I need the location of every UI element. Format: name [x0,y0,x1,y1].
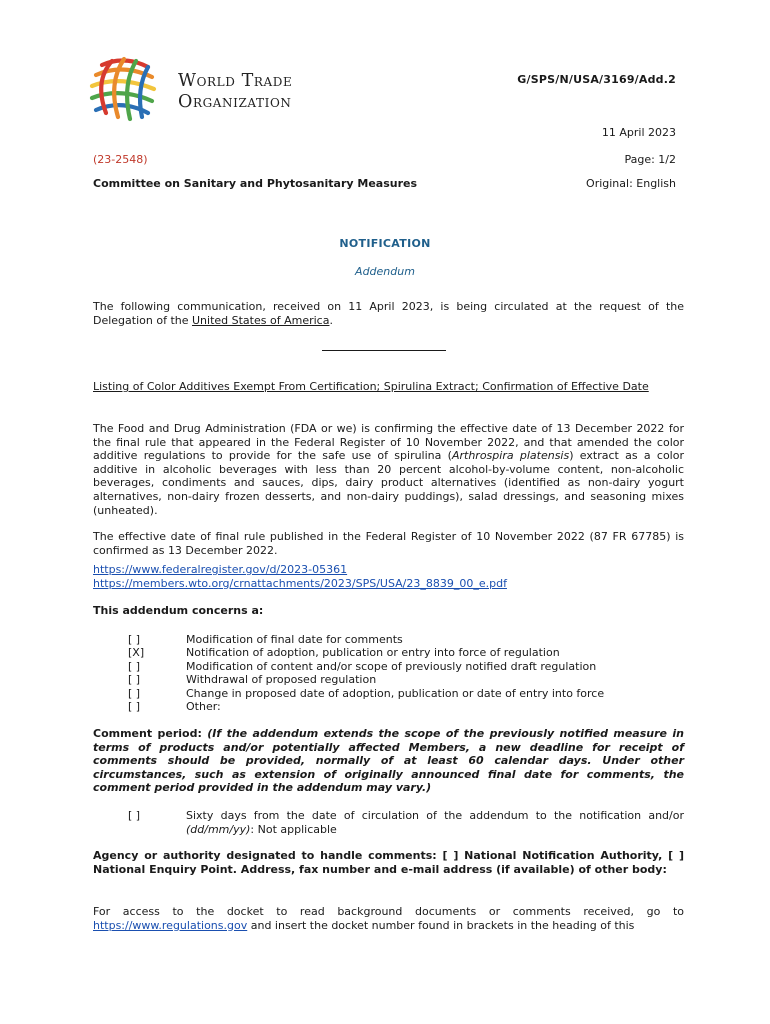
list-item [128,700,604,713]
page-number: Page: 1/2 [624,153,676,166]
reference-number: (23-2548) [93,153,148,166]
checkbox: [ ] [128,686,141,700]
list-item [128,660,604,673]
comment-period-label: Comment period: [93,727,208,740]
list-item [128,673,604,686]
organization-name [178,71,292,113]
item-label: Change in proposed date of adoption, publication or date of entry into force [186,686,605,700]
agency-paragraph: Agency or authority designated to handle comments: [ ] National Notification Authority, [ ] National Enquiry Point. Address, fax number and e-mail address (if available) of other body: [93,849,684,876]
original-language: Original: English [586,177,676,190]
comment-period-text: (If the addendum extends the scope of the previously notified measure in terms of products and/or potentially affected Members, a new deadline for receipt of comments should be provided, normally of at least 60 calendar days. Under other circumstances, such as extension of originally announced final date for comments, the comment period provided in the addendum may vary.) [93,727,684,794]
wto-attachment-link[interactable]: https://members.wto.org/crnattachments/2023/SPS/USA/23_8839_00_e.pdf [93,576,507,590]
addendum-subheading: Addendum [355,265,415,278]
org-name-line1: World Trade [178,71,293,91]
notification-heading: NOTIFICATION [339,237,431,250]
wto-logo-icon [84,55,174,130]
checkbox: [ ] [128,633,141,646]
document-symbol: G/SPS/N/USA/3169/Add.2 [517,73,676,86]
sixty-days-option [128,809,684,836]
description-text: The Food and Drug Administration (FDA or we) is confirming the effective date of 13 December 2022 for the final rule that appeared in the Federal Register of 10 November 2022, and that amended the color additive regulations to provide for the safe use of spirulina ( [93,422,684,463]
item-label: Withdrawal of proposed regulation [186,673,377,687]
checkbox: [ ] [128,673,141,687]
federal-register-link[interactable]: https://www.federalregister.gov/d/2023-05361 [93,563,348,576]
intro-text: The following communication, received on 11 April 2023, is being circulated at the request of the Delegation of the [93,300,684,327]
description-text-end: ) extract as a color additive in alcoholic beverages with less than 20 percent alcohol-by-volume content, non-alcoholic beverages, condiments and sauces, dips, dairy product alternatives (identified as non-dairy yogurt alternatives, non-dairy frozen desserts, and non-dairy puddings), salad dressings, and seasoning mixes (unheated). [93,449,684,517]
species-name: Arthrospira platensis [451,449,570,463]
sixty-days-label: Sixty days from the date of circulation of the addendum to the notification and/or [186,809,684,822]
effective-date-paragraph: The effective date of final rule published in the Federal Register of 10 November 2022 (87 FR 67785) is confirmed as 13 December 2022. [93,530,684,557]
sixty-days-text [186,809,684,836]
separator-line [322,350,446,351]
item-label: Modification of content and/or scope of previously notified draft regulation [186,659,597,673]
checkbox: [ ] [128,700,141,714]
list-item [128,633,604,646]
committee-name: Committee on Sanitary and Phytosanitary Measures [93,177,418,190]
intro-paragraph [93,300,684,327]
reference-links [93,563,507,590]
item-label: Notification of adoption, publication or entry into force of regulation [186,646,560,660]
list-item [128,646,604,659]
not-applicable-text: : Not applicable [250,822,337,836]
org-name-line2: Organization [178,92,292,112]
concerns-checklist [128,633,604,713]
access-paragraph [93,905,684,932]
item-label: Modification of final date for comments [186,633,403,646]
member-name: United States of America [192,313,330,327]
access-text: For access to the docket to read background documents or comments received, go to [93,905,684,918]
measure-title: Listing of Color Additives Exempt From Certification; Spirulina Extract; Confirmation of Effective Date [93,380,649,393]
item-label: Other: [186,700,221,714]
checkbox: [ ] [128,659,141,673]
regulations-gov-link[interactable]: https://www.regulations.gov [93,918,248,932]
date-format: (dd/mm/yy) [186,822,251,836]
document-date: 11 April 2023 [601,126,676,139]
list-item [128,687,604,700]
access-text-end: and insert the docket number found in brackets in the heading of this [247,918,635,932]
comment-period-paragraph [93,727,684,795]
checkbox-checked: [X] [128,646,145,660]
concerns-heading: This addendum concerns a: [93,604,264,617]
checkbox: [ ] [128,809,141,822]
description-paragraph [93,422,684,517]
intro-end: . [329,313,333,327]
